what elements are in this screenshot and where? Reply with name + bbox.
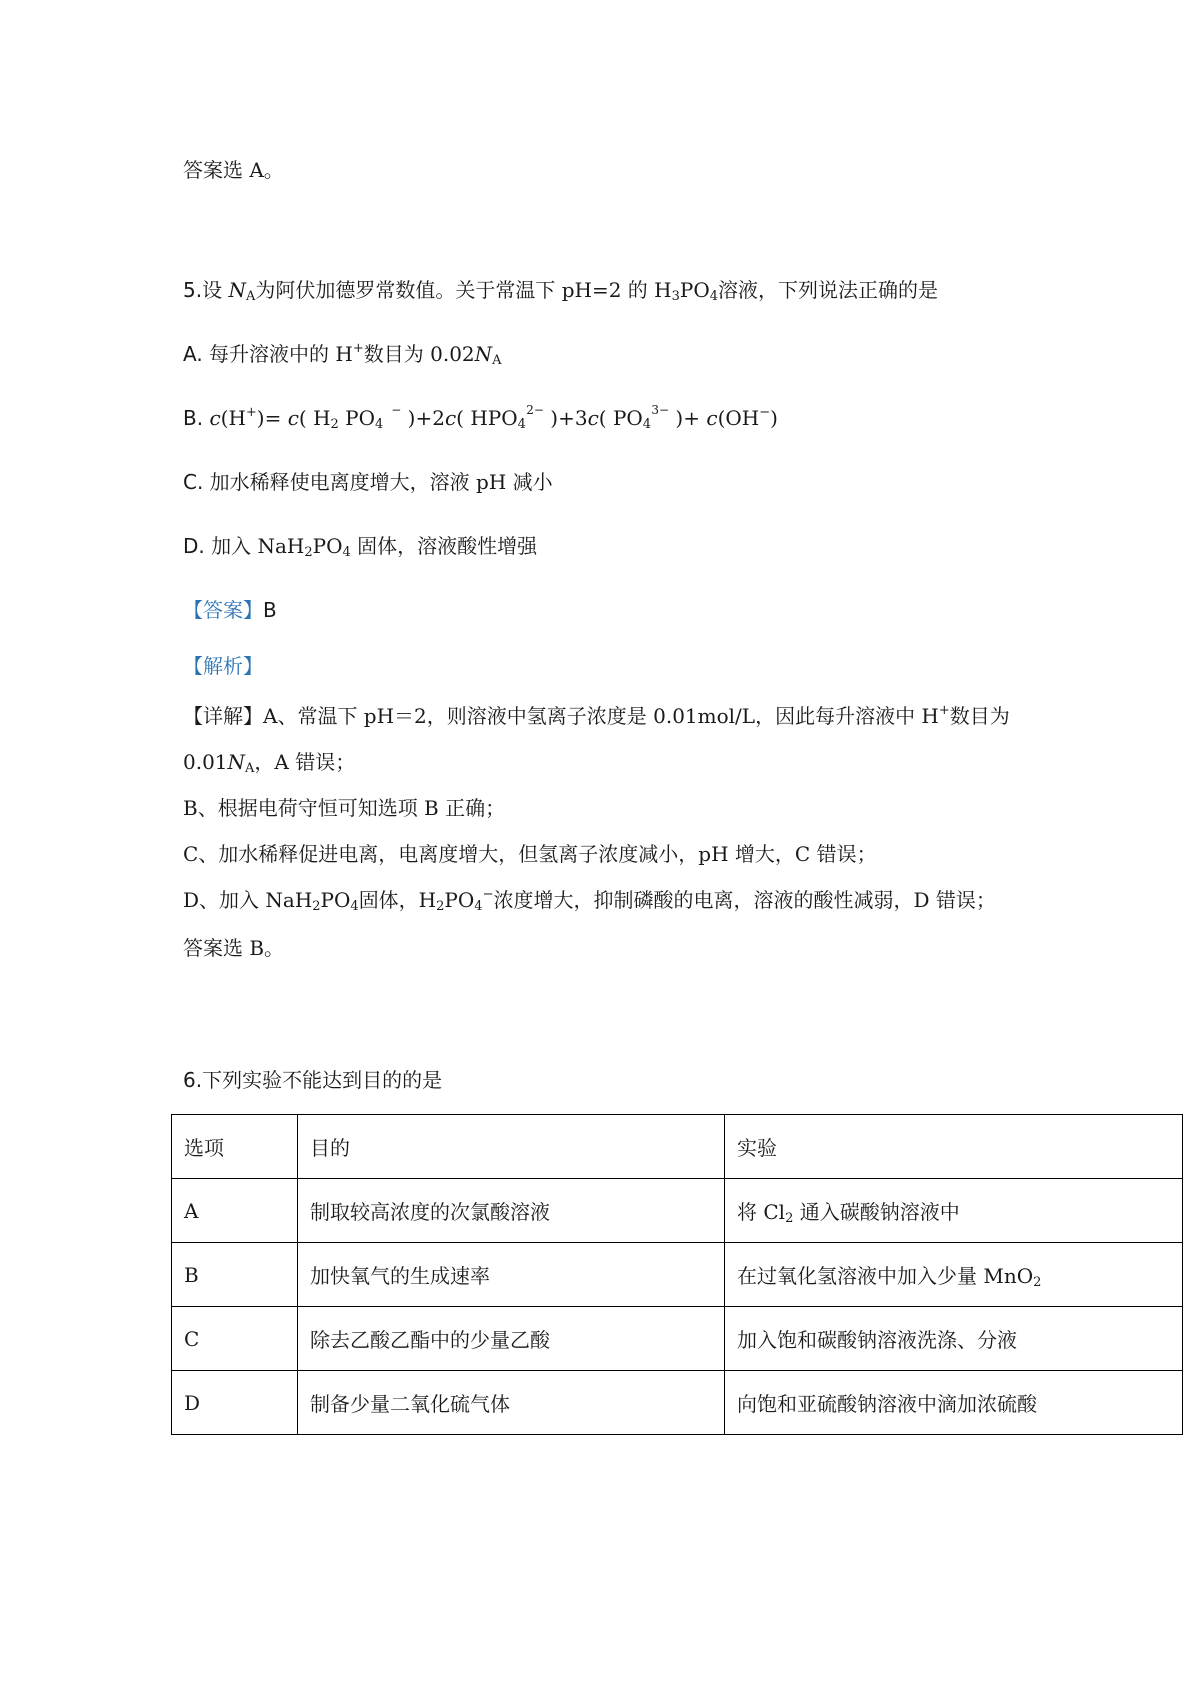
q5-option-a bbox=[183, 340, 502, 368]
previous-answer-text: 答案选 A。 bbox=[183, 158, 284, 182]
detail-text: 0.01 bbox=[183, 750, 228, 774]
table-header-cell: 目的 bbox=[298, 1115, 725, 1179]
conc-symbol: c bbox=[209, 406, 221, 430]
na-symbol: N bbox=[227, 750, 246, 774]
detail-text: B、根据电荷守恒可知选项 B 正确； bbox=[183, 796, 506, 820]
formula-text: (OH bbox=[717, 406, 760, 430]
experiment-text: 将 Cl bbox=[737, 1200, 786, 1224]
table-row bbox=[172, 1179, 1183, 1243]
detail-text: 数目为 bbox=[949, 704, 1010, 728]
option-label: A. bbox=[183, 342, 203, 366]
subscript: 2 bbox=[1033, 1275, 1042, 1290]
table-row bbox=[172, 1243, 1183, 1307]
formula-text: ( HPO bbox=[456, 406, 518, 430]
detail-text: 浓度增大，抑制磷酸的电离，溶液的酸性减弱，D 错误； bbox=[493, 888, 996, 912]
experiment-cell bbox=[725, 1179, 1183, 1243]
ion-charge: 2− bbox=[526, 403, 544, 417]
formula-text: )+3 bbox=[543, 406, 588, 430]
option-label: B. bbox=[183, 406, 204, 430]
goal-cell: 制备少量二氧化硫气体 bbox=[298, 1371, 725, 1435]
goal-cell: 加快氧气的生成速率 bbox=[298, 1243, 725, 1307]
experiment-cell bbox=[725, 1371, 1183, 1435]
q5-detail-line-1 bbox=[183, 702, 1010, 730]
detail-text: PO bbox=[320, 888, 351, 912]
experiment-text: 在过氧化氢溶液中加入少量 MnO bbox=[737, 1264, 1034, 1288]
subscript: 2 bbox=[312, 899, 321, 914]
subscript: 2 bbox=[304, 545, 313, 560]
subscript: 4 bbox=[642, 417, 652, 432]
q5-detail-line-5 bbox=[183, 886, 996, 914]
option-text: 加入 NaH bbox=[204, 534, 305, 558]
q5-option-d bbox=[183, 532, 537, 560]
conc-symbol: c bbox=[444, 406, 457, 430]
q5-answer bbox=[183, 596, 277, 624]
q5-analysis bbox=[183, 652, 263, 680]
option-cell: D bbox=[172, 1371, 298, 1435]
detail-text: PO bbox=[444, 888, 475, 912]
ion-po4 bbox=[599, 404, 669, 432]
na-subscript: A bbox=[492, 353, 502, 368]
q5-option-b bbox=[183, 404, 778, 432]
subscript: 4 bbox=[709, 289, 719, 304]
table-row bbox=[172, 1307, 1183, 1371]
ion-charge: − bbox=[391, 403, 402, 417]
q5-stem-text: PO bbox=[679, 278, 710, 302]
ion-hpo4 bbox=[456, 404, 544, 432]
formula-text: ) bbox=[770, 406, 778, 430]
formula-text: )+ bbox=[669, 406, 707, 430]
detail-text: 固体，H bbox=[358, 888, 437, 912]
table-header-cell: 选项 bbox=[172, 1115, 298, 1179]
superscript: + bbox=[938, 703, 950, 718]
detail-label: 【详解】 bbox=[183, 704, 263, 728]
subscript: 2 bbox=[330, 417, 339, 432]
experiment-text: 向饱和亚硫酸钠溶液中滴加浓硫酸 bbox=[737, 1392, 1037, 1416]
option-text: 加水稀释使电离度增大，溶液 pH 减小 bbox=[203, 470, 553, 494]
detail-text: D、加入 NaH bbox=[183, 888, 313, 912]
q6-stem bbox=[183, 1066, 442, 1094]
table-header-row bbox=[172, 1115, 1183, 1179]
conc-symbol: c bbox=[706, 406, 718, 430]
na-subscript: A bbox=[245, 761, 255, 776]
ion-h2po4 bbox=[299, 404, 401, 432]
superscript: + bbox=[245, 405, 257, 420]
experiment-cell bbox=[725, 1243, 1183, 1307]
q5-number: 5.设 bbox=[183, 278, 229, 302]
detail-text: C、加水稀释促进电离，电离度增大，但氢离子浓度减小，pH 增大，C 错误； bbox=[183, 842, 877, 866]
detail-text: A、常温下 pH＝2，则溶液中氢离子浓度是 0.01mol/L，因此每升溶液中 H bbox=[263, 704, 939, 728]
table-row bbox=[172, 1371, 1183, 1435]
subscript: 4 bbox=[474, 899, 483, 914]
goal-cell: 制取较高浓度的次氯酸溶液 bbox=[298, 1179, 725, 1243]
formula-text: (H bbox=[220, 406, 246, 430]
q5-stem-text: 溶液，下列说法正确的是 bbox=[718, 278, 939, 302]
option-text: 数目为 0.02 bbox=[363, 342, 475, 366]
subscript: 4 bbox=[517, 417, 526, 432]
formula-text: )= bbox=[256, 406, 288, 430]
option-label: D. bbox=[183, 534, 205, 558]
option-text: PO bbox=[312, 534, 343, 558]
experiment-text: 加入饱和碳酸钠溶液洗涤、分液 bbox=[737, 1328, 1017, 1352]
q6-stem-text: 6.下列实验不能达到目的的是 bbox=[183, 1068, 443, 1092]
experiment-cell bbox=[725, 1307, 1183, 1371]
answer-label: 【答案】 bbox=[183, 598, 263, 622]
answer-value: B bbox=[263, 598, 277, 622]
na-subscript: A bbox=[245, 289, 256, 304]
superscript: + bbox=[352, 341, 364, 356]
formula-text: ( PO bbox=[598, 406, 643, 430]
superscript: − bbox=[482, 887, 494, 902]
option-text: 每升溶液中的 H bbox=[202, 342, 353, 366]
option-text: 固体，溶液酸性增强 bbox=[350, 534, 538, 558]
subscript: 4 bbox=[350, 899, 359, 914]
q6-table bbox=[171, 1114, 1183, 1435]
option-cell: C bbox=[172, 1307, 298, 1371]
previous-answer-line bbox=[183, 156, 284, 184]
option-cell: B bbox=[172, 1243, 298, 1307]
subscript: 4 bbox=[375, 417, 384, 432]
q5-stem-text: 为阿伏加德罗常数值。关于常温下 pH=2 的 H bbox=[255, 278, 672, 302]
subscript: 4 bbox=[342, 545, 351, 560]
option-label: C. bbox=[183, 470, 204, 494]
ion-charge: 3− bbox=[651, 403, 670, 417]
subscript: 2 bbox=[785, 1211, 794, 1226]
q5-detail-line-2 bbox=[183, 748, 355, 776]
q5-stem bbox=[183, 276, 938, 304]
analysis-label: 【解析】 bbox=[183, 654, 263, 678]
option-cell: A bbox=[172, 1179, 298, 1243]
na-symbol: N bbox=[474, 342, 493, 366]
superscript: − bbox=[759, 405, 771, 420]
goal-cell: 除去乙酸乙酯中的少量乙酸 bbox=[298, 1307, 725, 1371]
experiment-text: 通入碳酸钠溶液中 bbox=[793, 1200, 960, 1224]
q5-option-c bbox=[183, 468, 553, 496]
subscript: 2 bbox=[436, 899, 445, 914]
q5-detail-line-3 bbox=[183, 794, 505, 822]
q5-detail-line-6 bbox=[183, 934, 284, 962]
q5-detail-line-4 bbox=[183, 840, 877, 868]
formula-text: )+2 bbox=[401, 406, 445, 430]
na-symbol: N bbox=[228, 278, 246, 302]
detail-text: ，A 错误； bbox=[254, 750, 356, 774]
detail-text: 答案选 B。 bbox=[183, 936, 285, 960]
subscript: 3 bbox=[671, 289, 680, 304]
conc-symbol: c bbox=[587, 406, 599, 430]
formula-text: PO bbox=[338, 406, 376, 430]
formula-text: ( H bbox=[298, 406, 331, 430]
conc-symbol: c bbox=[287, 406, 299, 430]
table-header-cell: 实验 bbox=[725, 1115, 1183, 1179]
